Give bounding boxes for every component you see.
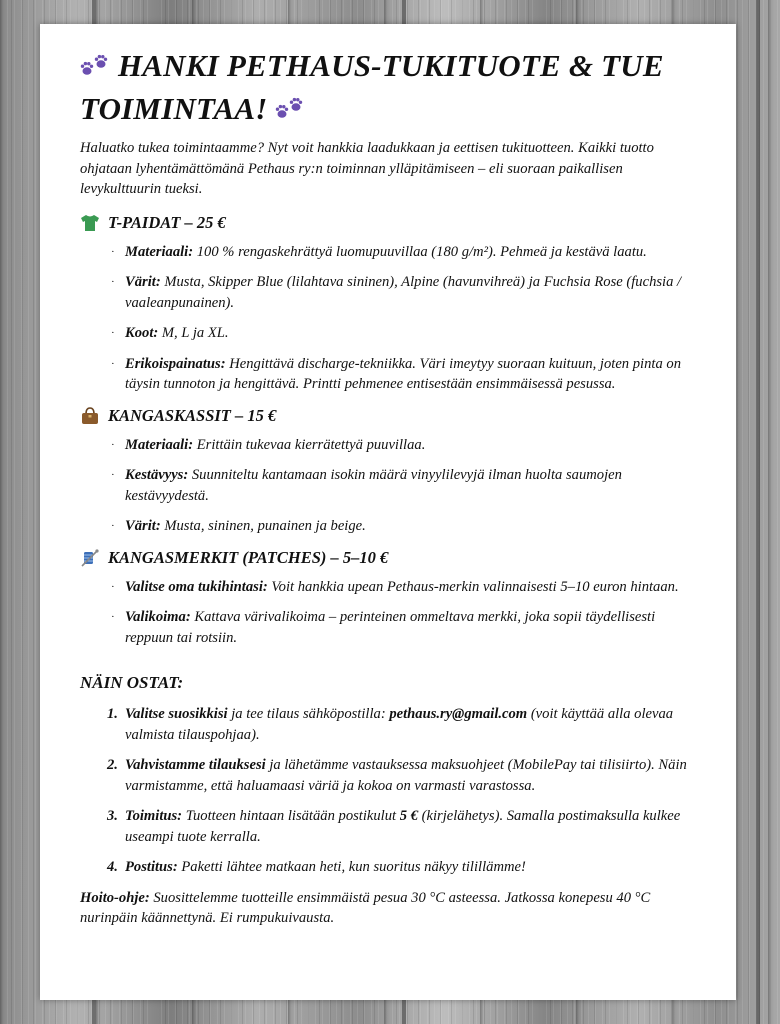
sewing-needle-thread-icon: [80, 549, 100, 567]
order-step: 2. Vahvistamme tilauksesi ja lähetämme vastauksessa maksuohjeet (MobilePay tai tilisiirto). Näin varmistamme, että haluamaasi väriä ja kokoa on varmasti varastossa.: [107, 757, 687, 794]
page-title: [80, 46, 702, 132]
patch-details-list: [80, 577, 702, 649]
list-item: · Koot: M, L ja XL.: [111, 325, 229, 341]
list-item: · Kestävyys: Suunniteltu kantamaan isokin määrä vinyylilevyjä ilman huolta saumojen kestävyydestä.: [111, 467, 622, 504]
section-heading-tote-bags: KANGASKASSIT – 15 €: [80, 405, 702, 427]
how-to-buy-heading: NÄIN OSTAT:: [80, 673, 184, 692]
order-step: 3. Toimitus: Tuotteen hintaan lisätään postikulut 5 € (kirjelähetys). Samalla postimaksulla kulkee useampi tuote kerralla.: [107, 808, 681, 845]
tshirt-icon: [80, 214, 100, 232]
list-item: · Valikoima: Kattava värivalikoima – perinteinen ommeltava merkki, joka sopii täydellisesti reppuun tai rotsiin.: [111, 609, 656, 646]
title-line-1: HANKI PETHAUS-TUKITUOTE & TUE: [117, 48, 664, 83]
wood-plank-seam: [756, 0, 760, 1024]
title-line-2: TOIMINTAA!: [80, 91, 268, 126]
flyer-card: [40, 24, 736, 1000]
care-instructions: Hoito-ohje: Suosittelemme tuotteille ensimmäistä pesua 30 °C asteessa. Jatkossa konepesu 40 °C nurinpäin käännettynä. Ei rumpukuivausta.: [80, 889, 651, 926]
tshirt-details-list: [80, 242, 702, 395]
list-item: · Valitse oma tukihintasi: Voit hankkia upean Pethaus-merkin valinnaisesti 5–10 euron hintaan.: [111, 578, 679, 595]
email-link[interactable]: pethaus.ry@gmail.com: [389, 706, 528, 722]
intro-paragraph: Haluatko tukea toimintaamme? Nyt voit hankkia laadukkaan ja eettisen tukituotteen. Kaikki tuotto ohjataan lyhentämättömänä Pethaus ry:n toiminnan ylläpitämiseen – eli suoraan paikallisen levykulttuurin tueksi.: [80, 140, 654, 197]
section-heading-tshirts: T-PAIDAT – 25 €: [80, 212, 702, 234]
handbag-icon: [80, 407, 100, 425]
paw-prints-icon: [275, 92, 305, 132]
section-heading-patches: KANGASMERKIT (PATCHES) – 5–10 €: [80, 547, 702, 569]
list-item: · Värit: Musta, sininen, punainen ja beige.: [111, 518, 366, 534]
list-item: · Värit: Musta, Skipper Blue (lilahtava sininen), Alpine (havunvihreä) ja Fuchsia Rose (fuchsia / vaaleanpunainen).: [111, 274, 682, 311]
order-step: 1. Valitse suosikkisi ja tee tilaus sähköpostilla: pethaus.ry@gmail.com (voit käyttää alla olevaa valmista tilauspohjaa).: [107, 706, 674, 743]
list-item: · Materiaali: Erittäin tukevaa kierrätettyä puuvillaa.: [111, 436, 426, 453]
order-steps-list: [80, 704, 702, 878]
list-item: · Materiaali: 100 % rengaskehrättyä luomupuuvillaa (180 g/m²). Pehmeä ja kestävä laatu.: [111, 243, 647, 260]
list-item: · Erikoispainatus: Hengittävä discharge-tekniikka. Väri imeytyy suoraan kuituun, joten pinta on täysin tunnoton ja hengittävä. Printti pehmenee entisestään ensimmäisessä pesussa.: [111, 355, 681, 392]
paw-prints-icon: [80, 49, 110, 89]
tote-bag-details-list: [80, 435, 702, 537]
order-step: 4. Postitus: Paketti lähtee matkaan heti, kun suoritus näkyy tilillämme!: [107, 859, 526, 875]
